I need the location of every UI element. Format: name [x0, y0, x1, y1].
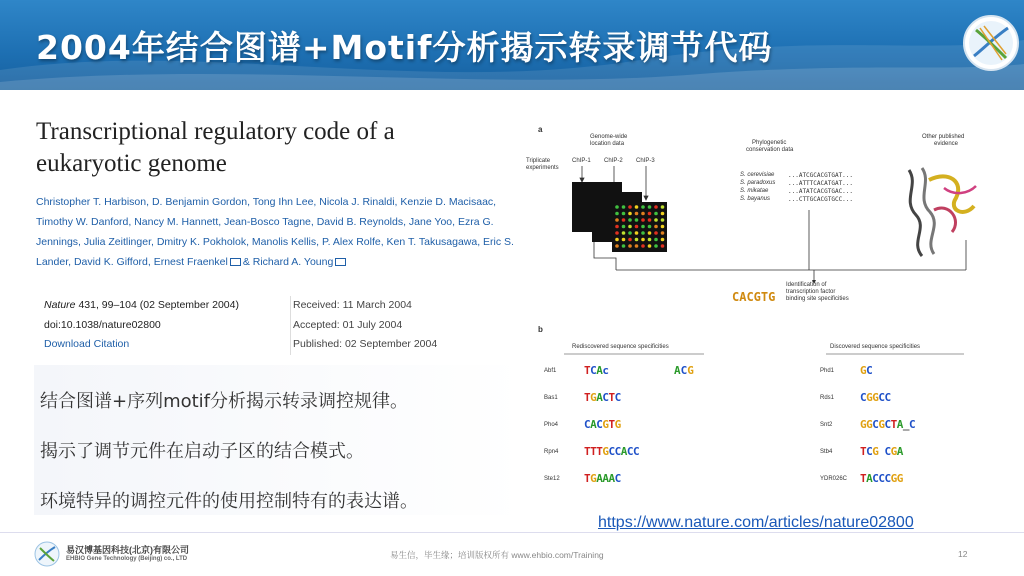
species-name: S. paradoxus: [740, 180, 776, 186]
microarray-images: [572, 182, 667, 252]
factor-name: YDR026C: [820, 476, 848, 482]
citation-detail: 431, 99–104 (02 September 2004): [78, 299, 239, 311]
sequence: ...ATATCACGTGAC...: [788, 188, 854, 195]
author-line-part[interactable]: & Richard A. Young: [242, 256, 334, 268]
bullet-item: 环境特异的调控元件的使用控制特有的表达谱。: [40, 491, 418, 512]
chip2-label: ChIP-2: [604, 158, 623, 164]
header-banner: [0, 0, 1024, 90]
sequence-logo: ACG: [674, 364, 694, 377]
conservation-label: conservation data: [746, 147, 794, 153]
bullet-item: 揭示了调节元件在启动子区的结合模式。: [40, 441, 364, 462]
other-published-label: Other published: [922, 134, 965, 140]
chip1-label: ChIP-1: [572, 158, 591, 164]
factor-name: Ste12: [544, 476, 560, 482]
bullet-item: 结合图谱+序列motif分析揭示转录调控规律。: [40, 391, 409, 412]
sequence-logo: GGCGCTA_C: [860, 418, 916, 431]
factor-name: Bas1: [544, 395, 558, 401]
paper-title: Transcriptional regulatory code of a eukaryotic genome: [36, 118, 395, 177]
sequence-logo: CGGCC: [860, 391, 891, 404]
doi: doi:10.1038/nature02800: [44, 318, 161, 331]
paper-card: [18, 100, 523, 362]
received-date: Received: 11 March 2004: [293, 299, 412, 311]
author-line[interactable]: Jennings, Julia Zeitlinger, Dmitry K. Pokholok, Manolis Kellis, P. Alex Rolfe, Ken T. Takusagawa, Eric S.: [36, 236, 514, 248]
species-name: S. mikatae: [740, 188, 769, 194]
triplicate-label: Triplicate: [526, 158, 551, 164]
sequence: ...CTTGCACGTGCC...: [788, 196, 854, 203]
factor-name: Snt2: [820, 422, 833, 428]
sequence-logo: TGAAAC: [584, 472, 621, 485]
dna-logo-icon: [962, 14, 1020, 72]
author-line-part[interactable]: Lander, David K. Gifford, Ernest Fraenkel: [36, 256, 228, 268]
sequence-logo: TTTGCCACC: [584, 445, 640, 458]
panel-a-label: a: [538, 125, 543, 134]
species-name: S. cerevisiae: [740, 172, 775, 178]
factor-name: Rds1: [820, 395, 835, 401]
evidence-label: evidence: [934, 141, 959, 147]
species-name: S. bayanus: [740, 196, 771, 202]
dna-logo-icon: [34, 541, 60, 567]
genome-wide-label: Genome-wide: [590, 134, 628, 140]
author-line[interactable]: Timothy W. Danford, Nancy M. Hannett, Jean-Bosco Tagne, David B. Reynolds, Jane Yoo, Ezra G.: [36, 216, 494, 228]
sequence-logo: CACGTG: [584, 418, 621, 431]
mail-icon[interactable]: [230, 258, 241, 266]
identification-label: binding site specificities: [786, 296, 849, 302]
download-citation-link[interactable]: Download Citation: [44, 338, 130, 350]
author-line[interactable]: Christopher T. Harbison, D. Benjamin Gordon, Tong Ihn Lee, Nicola J. Rinaldi, Kenzie D. Macisaac,: [36, 196, 497, 208]
sequence-logo: TCAc: [584, 364, 609, 377]
panel-b-label: b: [538, 325, 543, 334]
footer-company: 易汉博基因科技(北京)有限公司: [66, 545, 189, 555]
factor-name: Phd1: [820, 368, 835, 374]
experiments-label: experiments: [526, 165, 559, 171]
paper-figure: [524, 110, 994, 510]
paper-authors: [36, 192, 522, 272]
sequence-logo: TCG CGA: [860, 445, 903, 458]
factor-name: Abf1: [544, 368, 557, 374]
journal-name: Nature: [44, 299, 76, 311]
dates-block: [290, 296, 437, 355]
footer: [0, 532, 1024, 576]
sequence-logo: TACCCGG: [860, 472, 903, 485]
author-line[interactable]: [36, 252, 522, 272]
summary-bullets: [34, 365, 524, 515]
sequence-logo: TGACTC: [584, 391, 621, 404]
discovered-header: Discovered sequence specificities: [830, 344, 921, 350]
center-motif-logo: CACGTG: [732, 290, 776, 304]
accepted-date: Accepted: 01 July 2004: [293, 318, 403, 331]
citation-block: [44, 296, 239, 355]
page-title: 2004年结合图谱+Motif分析揭示转录调节代码: [36, 28, 773, 67]
sequence: ...ATTTCACATGAT...: [788, 180, 854, 187]
article-url-link[interactable]: https://www.nature.com/articles/nature02800: [598, 514, 914, 531]
factor-name: Pho4: [544, 422, 559, 428]
factor-name: Rpn4: [544, 449, 559, 455]
footer-copyright: 易生信，毕生缘；培训版权所有 www.ehbio.com/Training: [390, 550, 604, 560]
rediscovered-header: Rediscovered sequence specificities: [572, 344, 669, 350]
sequence-logo: GC: [860, 364, 873, 377]
footer-company-en: EHBIO Gene Technology (Beijing) co., LTD: [66, 556, 188, 562]
location-data-label: location data: [590, 141, 625, 147]
mail-icon[interactable]: [335, 258, 346, 266]
citation-line: [44, 296, 239, 316]
phylogenetic-label: Phylogenetic: [752, 140, 787, 146]
identification-label: Identification of: [786, 282, 827, 288]
published-date: Published: 02 September 2004: [293, 338, 438, 350]
page-number: 12: [958, 549, 968, 559]
identification-label: transcription factor: [786, 289, 836, 295]
sequence: ...ATCGCACGTGAT...: [788, 172, 854, 179]
factor-name: Stb4: [820, 449, 833, 455]
chip3-label: ChIP-3: [636, 158, 655, 164]
